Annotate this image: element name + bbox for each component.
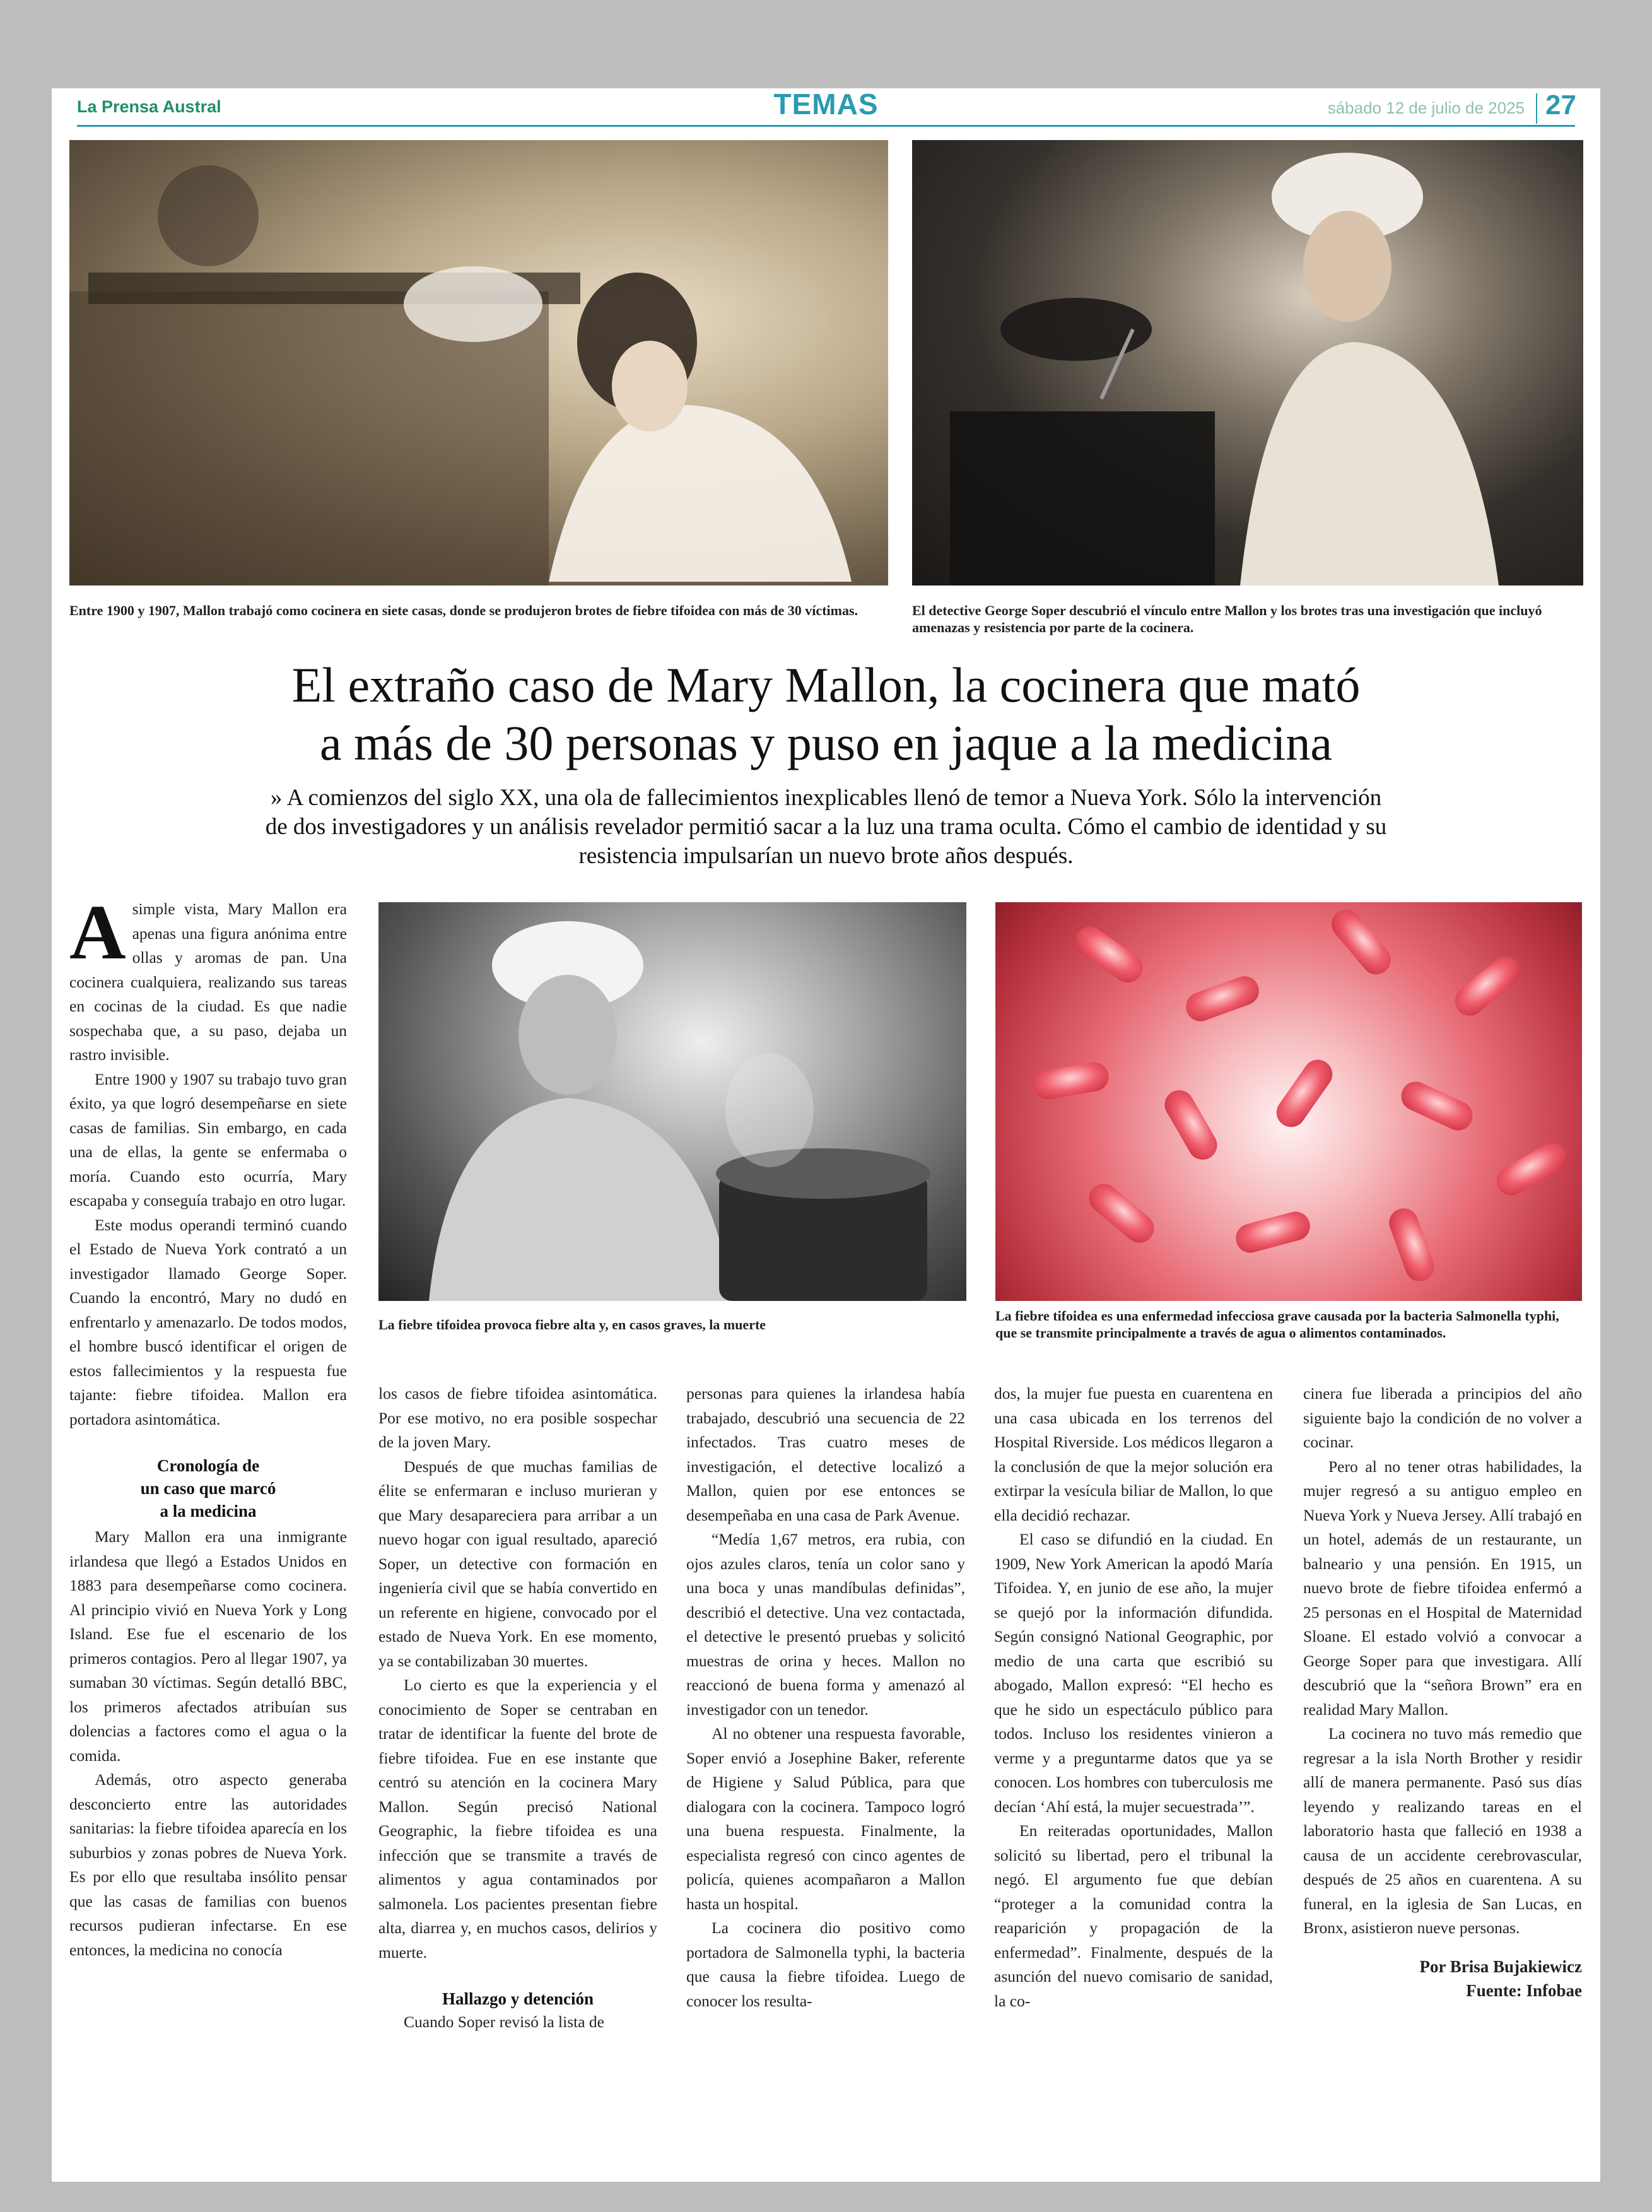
page-number: 27 [1545,90,1576,121]
photo-cook-stirring-pot [912,140,1583,585]
deck-marker-icon: » [270,785,283,811]
subhead-hallazgo: Hallazgo y detención [442,1989,594,2008]
deck-text: A comienzos del siglo XX, una ola de fallecimientos inexplicables llenó de temor a Nueva York. Sólo la intervención de dos investigadores y un análisis revelador permitió sacar a la luz una trama oculta. Cómo el cambio de identidad y su resistencia impulsarían un nuevo brote años después. [265,785,1387,869]
col3-paragraph-3: Al no obtener una respuesta favorable, Soper envió a Josephine Baker, referente de Higiene y Salud Pública, para que dialogara con la cocinera. Tampoco logró una buena respuesta. Finalmente, la especialista regresó con cinco agentes de policía, quienes acompañaron a Mallon hasta un hospital. [686,1724,965,1913]
col2-paragraph-1: los casos de fiebre tifoidea asintomática. Por ese motivo, no era posible sospechar de la joven Mary. [378,1384,657,1451]
issue-date: sábado 12 de julio de 2025 [1327,98,1525,117]
col5-paragraph-1: cinera fue liberada a principios del año siguiente bajo la condición de no volver a cocinar. [1303,1384,1582,1451]
col1-paragraph-4: Mary Mallon era una inmigrante irlandesa que llegó a Estados Unidos en 1883 para desempeñarse como cocinera. Al principio vivió en Nueva York y Long Island. Ese fue el escenario de los primeros contagios. Pero al llegar 1907, ya sumaban 30 víctimas. Según detalló BBC, los primeros afectados atribuían sus dolencias a factores como el agua o la comida. [69,1527,347,1765]
photo-bw-cook-with-steaming-pot-art [378,902,966,1301]
opening-paragraph [69,889,347,1068]
headline-line-1: El extraño caso de Mary Mallon, la cocinera que mató [291,657,1361,712]
col1-paragraph-1-text: simple vista, Mary Mallon era apenas una figura anónima entre ollas y aromas de pan. Una cocinera cualquiera, realizando sus tareas en cocinas de la ciudad. Es que nadie sospechaba que, a su paso, dejaba un rastro invisible. [69,900,347,1064]
article-deck [260,784,1392,871]
newspaper-name: La Prensa Austral [77,97,221,116]
article-column-5 [1303,1382,1582,2003]
article-column-4 [994,1382,1273,2013]
photo-cook-stirring-pot-art [912,140,1583,585]
photo-salmonella-bacteria [995,902,1582,1301]
col5-paragraph-2: Pero al no tener otras habilidades, la mujer regresó a su antiguo empleo en Nueva York y Nueva Jersey. Allí trabajó en un hotel, además de un restaurante, un balneario y una pensión. En 1915, un nuevo brote de fiebre tifoidea enfermó a 25 personas en el Hospital de Maternidad Sloane. El estado volvió a convocar a George Soper para que investigara. Allí descubrió que la “señora Brown” era en realidad Mary Mallon. [1303,1457,1582,1719]
masthead-separator [1536,93,1537,124]
subhead-cronologia-line-2: un caso que marcó [140,1479,276,1498]
bacterium-illustration [1397,1077,1477,1135]
bacterium-illustration [1070,921,1149,989]
photo1-caption: Entre 1900 y 1907, Mallon trabajó como cocinera en siete casas, donde se produjeron brotes de fiebre tifoidea con más de 30 víctimas. [69,603,858,618]
col1-paragraph-3: Este modus operandi terminó cuando el Estado de Nueva York contrató a un investigador llamado George Soper. Cuando la encontró, Mary no dudó en enfrentarlo y amenazarlo. De todos modos, el hombre buscó identificar el origen de estos fallecimientos y la respuesta fue tajante: fiebre tifoidea. Mallon era portadora asintomática. [69,1215,347,1428]
photo-vintage-cook-at-stove [69,140,888,585]
subhead-cronologia-line-3: a la medicina [160,1502,257,1521]
bacterium-illustration [1449,951,1525,1021]
source-credit: Fuente: Infobae [1466,1980,1582,2000]
col4-paragraph-2: El caso se difundió en la ciudad. En 1909, New York American la apodó María Tifoidea. Y, en junio de ese año, la mujer se quejó por la información difundida. Según consignó National Geographic, por medio de una carta que escribió su abogado, Mallon expresó: “El hecho es que he sido un espectáculo público para todos. Incluso los residentes vinieron a verme y a preguntarme datos que ya se conocen. Los hombres con tuberculosis me decían ‘Ahí está, la mujer secuestrada’”. [994,1530,1273,1816]
bacterium-illustration [1385,1204,1438,1285]
photo2-caption: El detective George Soper descubrió el vínculo entre Mallon y los brotes tras una investigación que incluyó amenazas y resistencia por parte de la cocinera. [912,603,1542,635]
col3-paragraph-4: La cocinera dio positivo como portadora de Salmonella typhi, la bacteria que causa la fiebre tifoidea. Luego de conocer los resulta- [686,1919,965,2010]
col2-paragraph-3: Lo cierto es que la experiencia y el conocimiento de Soper se centraban en tratar de identificar la fuente del brote de fiebre tifoidea. Fue en ese instante que centró su atención en la cocinera Mary Mallon. Según precisó National Geographic, la fiebre tifoidea es una infección que se transmite a través de alimentos y agua contaminados por salmonela. Los pacientes presentan fiebre alta, diarrea y, en muchos casos, delirios y muerte. [378,1676,657,1962]
masthead [52,88,1600,134]
subhead-cronologia-line-1: Cronología de [156,1456,260,1475]
bacterium-illustration [1031,1060,1111,1102]
bacterium-illustration [1083,1178,1159,1249]
drop-cap: A [69,889,126,975]
col2-paragraph-4: Cuando Soper revisó la lista de [404,2013,604,2031]
col2-paragraph-2: Después de que muchas familias de élite se enfermaran e incluso murieran y que Mary desapareciera para arribar a un nuevo hogar con igual resultado, apareció Soper, un detective con formación en ingeniería civil que se había convertido en un referente en higiene, convocado por el estado de Nueva York. En ese momento, ya se contabilizaban 30 muertes. [378,1457,657,1670]
bacterium-illustration [1182,972,1263,1025]
col3-paragraph-1: personas para quienes la irlandesa había trabajado, descubrió una secuencia de 22 infectados. Tras cuatro meses de investigación, el detective localizó a Mallon, quien por ese entonces se desempeñaba en una casa de Park Avenue. [686,1384,965,1524]
author-byline: Por Brisa Bujakiewicz [1419,1956,1582,1976]
article-column-2 [378,1382,657,2035]
newspaper-page [52,88,1600,2182]
col1-paragraph-5: Además, otro aspecto generaba desconcierto entre las autoridades sanitarias: la fiebre tifoidea aparecía en los suburbios y zonas pobres de Nueva York. Es por ello que resultaba insólito pensar que las casas de familias con buenos recursos pudieran infectarse. En ese entonces, la medicina no conocía [69,1770,347,1959]
masthead-rule [77,125,1575,127]
headline-line-2: a más de 30 personas y puso en jaque a la medicina [320,715,1332,770]
col4-paragraph-1: dos, la mujer fue puesta en cuarentena en una casa ubicada en los terrenos del Hospital Riverside. Los médicos llegaron a la conclusión de que la mejor solución era extirpar la vesícula biliar de Mallon, lo que ella decidió rechazar. [994,1384,1273,1524]
col1-paragraph-2: Entre 1900 y 1907 su trabajo tuvo gran éxito, ya que logró desempeñarse en siete casas de familias. Sin embargo, en cada una de ellas, la gente se enfermaba o moría. Cuando esto ocurría, Mary escapaba y conseguía trabajo en otro lugar. [69,1069,347,1209]
article-headline [115,656,1537,772]
photo4-caption: La fiebre tifoidea es una enfermedad infecciosa grave causada por la bacteria Salmonella typhi, que se transmite principalmente a través de agua o alimentos contaminados. [995,1308,1559,1341]
col4-paragraph-3: En reiteradas oportunidades, Mallon solicitó su libertad, pero el tribunal la negó. El argumento fue que debían “proteger a la comunidad contra la reaparición y propagación de la enfermedad”. Finalmente, después de la asunción del nuevo comisario de sanidad, la co- [994,1821,1273,2010]
photo3-caption: La fiebre tifoidea provoca fiebre alta y, en casos graves, la muerte [378,1317,766,1332]
photo-vintage-cook-at-stove-art [69,140,888,585]
bacterium-illustration [1159,1085,1222,1165]
bacterium-illustration [1326,903,1397,980]
article-column-3 [686,1382,965,2013]
subhead-cronologia [95,1454,322,1522]
article-column-1 [69,889,347,1962]
photo-bw-cook-with-steaming-pot [378,902,966,1301]
bacterium-illustration [1271,1054,1339,1133]
col3-paragraph-2: “Medía 1,67 metros, era rubia, con ojos azules claros, tenía un color sano y una boca y unas mandíbulas definidas”, describió el detective. Una vez contactada, el detective le presentó pruebas y solicitó muestras de orina y heces. Mallon no reaccionó de buena forma y amenazó al investigador con un tenedor. [686,1530,965,1719]
bacterium-illustration [1492,1138,1572,1201]
section-title: TEMAS [773,88,879,121]
bacterium-illustration [1233,1208,1313,1256]
col5-paragraph-3: La cocinera no tuvo más remedio que regresar a la isla North Brother y residir allí de manera permanente. Pasó sus días leyendo y realizando tareas en el laboratorio hasta que falleció en 1938 a causa de un accidente cerebrovascular, después de 25 años en cuarentena. A su funeral, en la iglesia de San Lucas, en Bronx, asistieron nueve personas. [1303,1724,1582,1937]
